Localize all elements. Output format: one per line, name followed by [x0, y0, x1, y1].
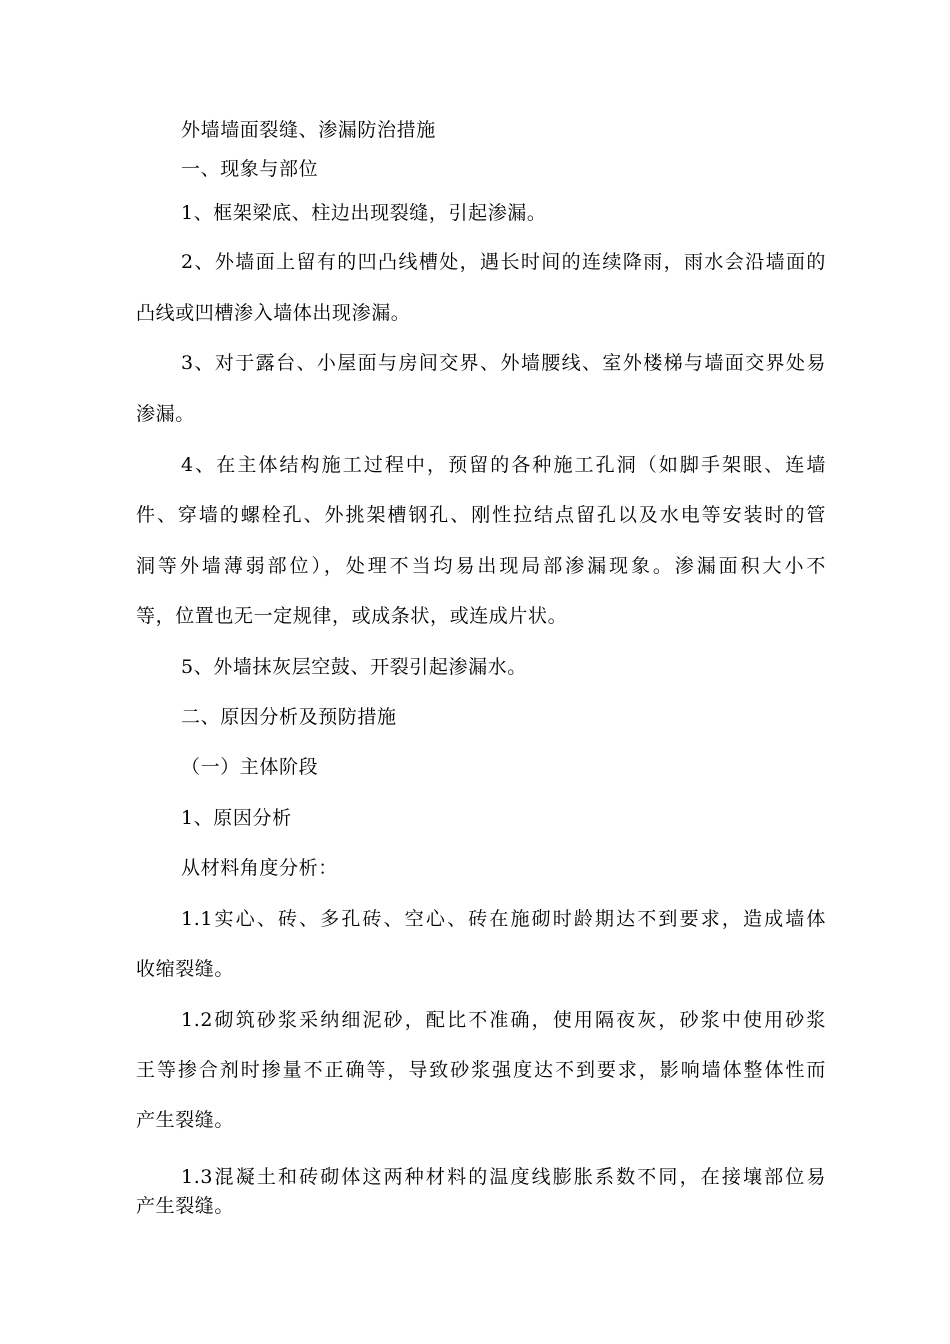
item-1-2-line-2: 王等掺合剂时掺量不正确等，导致砂浆强度达不到要求，影响墙体整体性而	[136, 1059, 826, 1081]
item-1-2-line-3: 产生裂缝。	[136, 1109, 235, 1131]
item-4-line-2: 件、穿墙的螺栓孔、外挑架槽钢孔、刚性拉结点留孔以及水电等安装时的管	[136, 504, 826, 526]
section-heading-2: 二、原因分析及预防措施	[181, 706, 397, 728]
document-title: 外墙墙面裂缝、渗漏防治措施	[181, 119, 436, 141]
section-heading-1: 一、现象与部位	[181, 158, 319, 180]
item-2-line-1: 2、外墙面上留有的凹凸线槽处，遇长时间的连续降雨，雨水会沿墙面的	[181, 251, 826, 273]
item-1-line-1: 1、框架梁底、柱边出现裂缝，引起渗漏。	[181, 202, 547, 224]
item-2-line-2: 凸线或凹槽渗入墙体出现渗漏。	[136, 302, 411, 324]
item-1-1-line-2: 收缩裂缝。	[136, 958, 235, 980]
subsubheading-cause-analysis: 1、原因分析	[181, 807, 292, 829]
item-1-2-line-1: 1.2砌筑砂浆采纳细泥砂，配比不准确，使用隔夜灰，砂浆中使用砂浆	[181, 1009, 826, 1031]
item-1-3-line-1: 1.3混凝土和砖砌体这两种材料的温度线膨胀系数不同，在接壤部位易	[181, 1166, 826, 1188]
item-3-line-1: 3、对于露台、小屋面与房间交界、外墙腰线、室外楼梯与墙面交界处易	[181, 352, 826, 374]
item-4-line-3: 洞等外墙薄弱部位），处理不当均易出现局部渗漏现象。渗漏面积大小不	[136, 555, 826, 577]
item-1-3-line-2: 产生裂缝。	[136, 1195, 235, 1217]
item-4-line-4: 等，位置也无一定规律，或成条状，或连成片状。	[136, 605, 568, 627]
intro-material-analysis: 从材料角度分析：	[181, 857, 338, 879]
item-5-line-1: 5、外墙抹灰层空鼓、开裂引起渗漏水。	[181, 656, 527, 678]
item-1-1-line-1: 1.1实心、砖、多孔砖、空心、砖在施砌时龄期达不到要求，造成墙体	[181, 908, 826, 930]
item-4-line-1: 4、在主体结构施工过程中，预留的各种施工孔洞（如脚手架眼、连墙	[181, 454, 826, 476]
subheading-main-stage: （一）主体阶段	[181, 756, 319, 778]
item-3-line-2: 渗漏。	[136, 403, 195, 425]
